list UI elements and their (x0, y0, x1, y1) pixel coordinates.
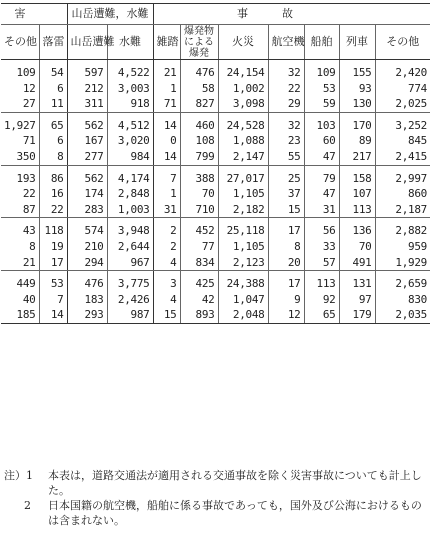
header-fire: 火災 (218, 25, 268, 60)
table-row (1, 96, 430, 112)
table-cell: 1,927 (4, 118, 36, 132)
table-cell: 959 (375, 239, 430, 255)
header-cell-hazard: 害 (1, 4, 39, 25)
table-cell: 42 (180, 292, 218, 308)
table-cell: 71 (22, 134, 36, 148)
table-cell: 1,105 (218, 186, 268, 202)
table-cell: 60 (304, 133, 339, 149)
table-cell: 32 (268, 65, 304, 81)
table-cell: 2,426 (107, 292, 153, 308)
header-cell-accident-2: 故 (268, 4, 430, 25)
table-cell: 179 (339, 307, 375, 323)
footnote-mark: 注）1 (4, 469, 33, 482)
table-cell: 65 (304, 307, 339, 323)
table-cell: 27 (1, 96, 39, 112)
table-cell: 893 (180, 307, 218, 323)
table-cell: 22 (22, 187, 36, 201)
table-cell: 71 (153, 96, 180, 112)
header-lightning: 落雷 (39, 25, 67, 60)
table-cell: 8 (29, 239, 36, 253)
table-cell: 212 (67, 81, 107, 97)
table-cell: 1,002 (218, 81, 268, 97)
table-cell: 2,882 (375, 223, 430, 239)
table-cell: 283 (67, 202, 107, 218)
table-cell: 3,252 (375, 118, 430, 134)
table-cell: 2,147 (218, 149, 268, 165)
table-cell: 452 (180, 223, 218, 239)
table-cell: 6 (39, 133, 67, 149)
table-row (1, 292, 430, 308)
table-cell: 43 (22, 224, 36, 238)
table-cell: 2,187 (375, 202, 430, 218)
table-cell: 987 (107, 307, 153, 323)
table-cell: 3,098 (218, 96, 268, 112)
table-row (1, 239, 430, 255)
table-cell: 16 (39, 186, 67, 202)
table-cell: 4,512 (107, 118, 153, 134)
footnotes (4, 468, 424, 528)
table-cell: 1,047 (218, 292, 268, 308)
table-cell: 9 (268, 292, 304, 308)
header-ship: 船舶 (304, 25, 339, 60)
table-cell: 597 (67, 65, 107, 81)
header-water: 水難 (107, 25, 153, 60)
table-cell: 17 (268, 223, 304, 239)
table-cell: 113 (304, 276, 339, 292)
table-cell: 155 (339, 65, 375, 81)
table-cell: 14 (39, 307, 67, 323)
table-cell: 2,415 (375, 149, 430, 165)
table-cell: 1,003 (107, 202, 153, 218)
table-cell: 31 (153, 202, 180, 218)
table-cell: 2,420 (375, 65, 430, 81)
table-cell: 7 (153, 171, 180, 187)
table-row (1, 133, 430, 149)
table-cell: 562 (67, 118, 107, 134)
footnote-text: 本表は，道路交通法が適用される交通事故を除く災害事故についても計上した。 (48, 469, 422, 497)
table-cell: 3,003 (107, 81, 153, 97)
table-cell: 77 (180, 239, 218, 255)
table-cell: 131 (339, 276, 375, 292)
table-cell: 12 (22, 81, 36, 95)
table-cell: 56 (304, 223, 339, 239)
table-cell: 53 (304, 81, 339, 97)
table-cell: 24,388 (218, 276, 268, 292)
disaster-statistics-table (1, 3, 430, 324)
table-cell: 293 (67, 307, 107, 323)
table-cell: 15 (153, 307, 180, 323)
table-cell: 799 (180, 149, 218, 165)
table-cell: 217 (339, 149, 375, 165)
table-cell: 827 (180, 96, 218, 112)
table-cell: 294 (67, 255, 107, 271)
table-cell: 113 (339, 202, 375, 218)
table-cell: 47 (304, 149, 339, 165)
table-cell: 25,118 (218, 223, 268, 239)
table-cell: 193 (16, 171, 36, 185)
table-cell: 2,025 (375, 96, 430, 112)
table-row (1, 202, 430, 218)
table-cell: 65 (39, 118, 67, 134)
header-cell-mountain-water: 山岳遭難，水難 (67, 4, 153, 25)
table-row (1, 255, 430, 271)
table-cell: 118 (39, 223, 67, 239)
table-cell: 918 (107, 96, 153, 112)
table-cell: 25 (268, 171, 304, 187)
table-cell: 2,997 (375, 171, 430, 187)
header-other-accident: その他 (375, 25, 430, 60)
table-cell: 710 (180, 202, 218, 218)
table-row (1, 81, 430, 97)
table-cell: 87 (1, 202, 39, 218)
table-cell: 167 (67, 133, 107, 149)
table-cell: 103 (304, 118, 339, 134)
table-cell: 7 (39, 292, 67, 308)
table-cell: 70 (339, 239, 375, 255)
table-cell: 3,948 (107, 223, 153, 239)
table-cell: 967 (107, 255, 153, 271)
table-row (1, 118, 430, 134)
table-cell: 2 (153, 239, 180, 255)
table-cell: 4 (153, 255, 180, 271)
table-cell: 136 (339, 223, 375, 239)
table-cell: 109 (304, 65, 339, 81)
table-cell: 21 (1, 255, 39, 271)
table-cell: 6 (39, 81, 67, 97)
table-cell: 14 (153, 118, 180, 134)
table-cell: 22 (39, 202, 67, 218)
table-cell: 460 (180, 118, 218, 134)
table-cell: 33 (304, 239, 339, 255)
footnote (4, 498, 424, 528)
table-row (1, 307, 430, 323)
table-cell: 54 (39, 65, 67, 81)
table-cell: 834 (180, 255, 218, 271)
table-cell: 350 (1, 149, 39, 165)
table-cell: 55 (268, 149, 304, 165)
footnote-mark: 2 (24, 499, 31, 512)
table-cell: 97 (339, 292, 375, 308)
table-cell: 174 (67, 186, 107, 202)
table-cell: 8 (268, 239, 304, 255)
table-cell: 210 (67, 239, 107, 255)
table-row (1, 65, 430, 81)
table-cell: 860 (375, 186, 430, 202)
table-cell: 830 (375, 292, 430, 308)
table-cell: 4 (153, 292, 180, 308)
table-cell: 58 (180, 81, 218, 97)
table-cell: 12 (268, 307, 304, 323)
table-row (1, 223, 430, 239)
table-cell: 3,020 (107, 133, 153, 149)
table-cell: 2,848 (107, 186, 153, 202)
table-cell: 15 (268, 202, 304, 218)
table-cell: 70 (180, 186, 218, 202)
table-cell: 2,182 (218, 202, 268, 218)
table-cell: 1 (153, 81, 180, 97)
table-cell: 31 (304, 202, 339, 218)
table-cell: 86 (39, 171, 67, 187)
table-row (1, 149, 430, 165)
table-cell: 32 (268, 118, 304, 134)
table-row (1, 171, 430, 187)
table-cell: 57 (304, 255, 339, 271)
table-row (1, 276, 430, 292)
table-cell: 21 (153, 65, 180, 81)
table-cell: 89 (339, 133, 375, 149)
table-cell: 476 (67, 276, 107, 292)
table-cell: 92 (304, 292, 339, 308)
table-cell: 109 (16, 66, 36, 79)
table-cell: 311 (67, 96, 107, 112)
footnote-text: 日本国籍の航空機，船舶に係る事故であっても，国外及び公海におけるものは含まれない。 (48, 499, 422, 527)
table-cell: 108 (180, 133, 218, 149)
table-row (1, 186, 430, 202)
table-cell: 476 (180, 65, 218, 81)
table-cell: 2,644 (107, 239, 153, 255)
table-cell: 4,522 (107, 65, 153, 81)
table-cell: 107 (339, 186, 375, 202)
table-cell: 277 (67, 149, 107, 165)
table-cell: 24,528 (218, 118, 268, 134)
footnote (4, 468, 424, 498)
table-cell: 23 (268, 133, 304, 149)
table-cell: 79 (304, 171, 339, 187)
table-cell: 59 (304, 96, 339, 112)
table-cell: 984 (107, 149, 153, 165)
table-cell: 20 (268, 255, 304, 271)
table-cell: 11 (39, 96, 67, 112)
table-cell: 2,659 (375, 276, 430, 292)
table-cell: 574 (67, 223, 107, 239)
header-mountain: 山岳遭難 (67, 25, 107, 60)
table-cell: 4,174 (107, 171, 153, 187)
header-other-hazard: その他 (1, 25, 39, 60)
table-cell: 24,154 (218, 65, 268, 81)
table-cell: 29 (268, 96, 304, 112)
header-aircraft: 航空機 (268, 25, 304, 60)
table-cell: 47 (304, 186, 339, 202)
table-cell: 17 (39, 255, 67, 271)
table-cell: 562 (67, 171, 107, 187)
table-cell: 3,775 (107, 276, 153, 292)
table-cell: 183 (67, 292, 107, 308)
table-cell: 170 (339, 118, 375, 134)
table-cell: 388 (180, 171, 218, 187)
table-cell: 2,123 (218, 255, 268, 271)
table-cell: 130 (339, 96, 375, 112)
table-cell: 8 (39, 149, 67, 165)
header-train: 列車 (339, 25, 375, 60)
table-cell: 425 (180, 276, 218, 292)
table-header (1, 4, 430, 60)
table-cell: 14 (153, 149, 180, 165)
table-cell: 1,929 (375, 255, 430, 271)
table-cell: 17 (268, 276, 304, 292)
header-crowd: 雑踏 (153, 25, 180, 60)
table-cell: 774 (375, 81, 430, 97)
table-cell: 1 (153, 186, 180, 202)
table-cell: 53 (39, 276, 67, 292)
table-cell: 1,105 (218, 239, 268, 255)
table-cell: 37 (268, 186, 304, 202)
header-cell-accident-1: 事 (153, 4, 268, 25)
table-cell: 2 (153, 223, 180, 239)
table-cell: 3 (153, 276, 180, 292)
table-cell: 491 (339, 255, 375, 271)
table-cell: 19 (39, 239, 67, 255)
table-body (1, 60, 430, 324)
table-cell: 22 (268, 81, 304, 97)
table-cell: 2,048 (218, 307, 268, 323)
table-cell: 449 (16, 277, 36, 291)
table-cell: 40 (22, 292, 36, 306)
header-explosion: 爆発物による爆発 (180, 25, 218, 60)
table-cell: 185 (1, 307, 39, 323)
table-cell: 1,088 (218, 133, 268, 149)
table-cell: 0 (153, 133, 180, 149)
table-cell: 845 (375, 133, 430, 149)
table-cell: 158 (339, 171, 375, 187)
table-cell: 27,017 (218, 171, 268, 187)
table-cell: 2,035 (375, 307, 430, 323)
table-cell: 93 (339, 81, 375, 97)
